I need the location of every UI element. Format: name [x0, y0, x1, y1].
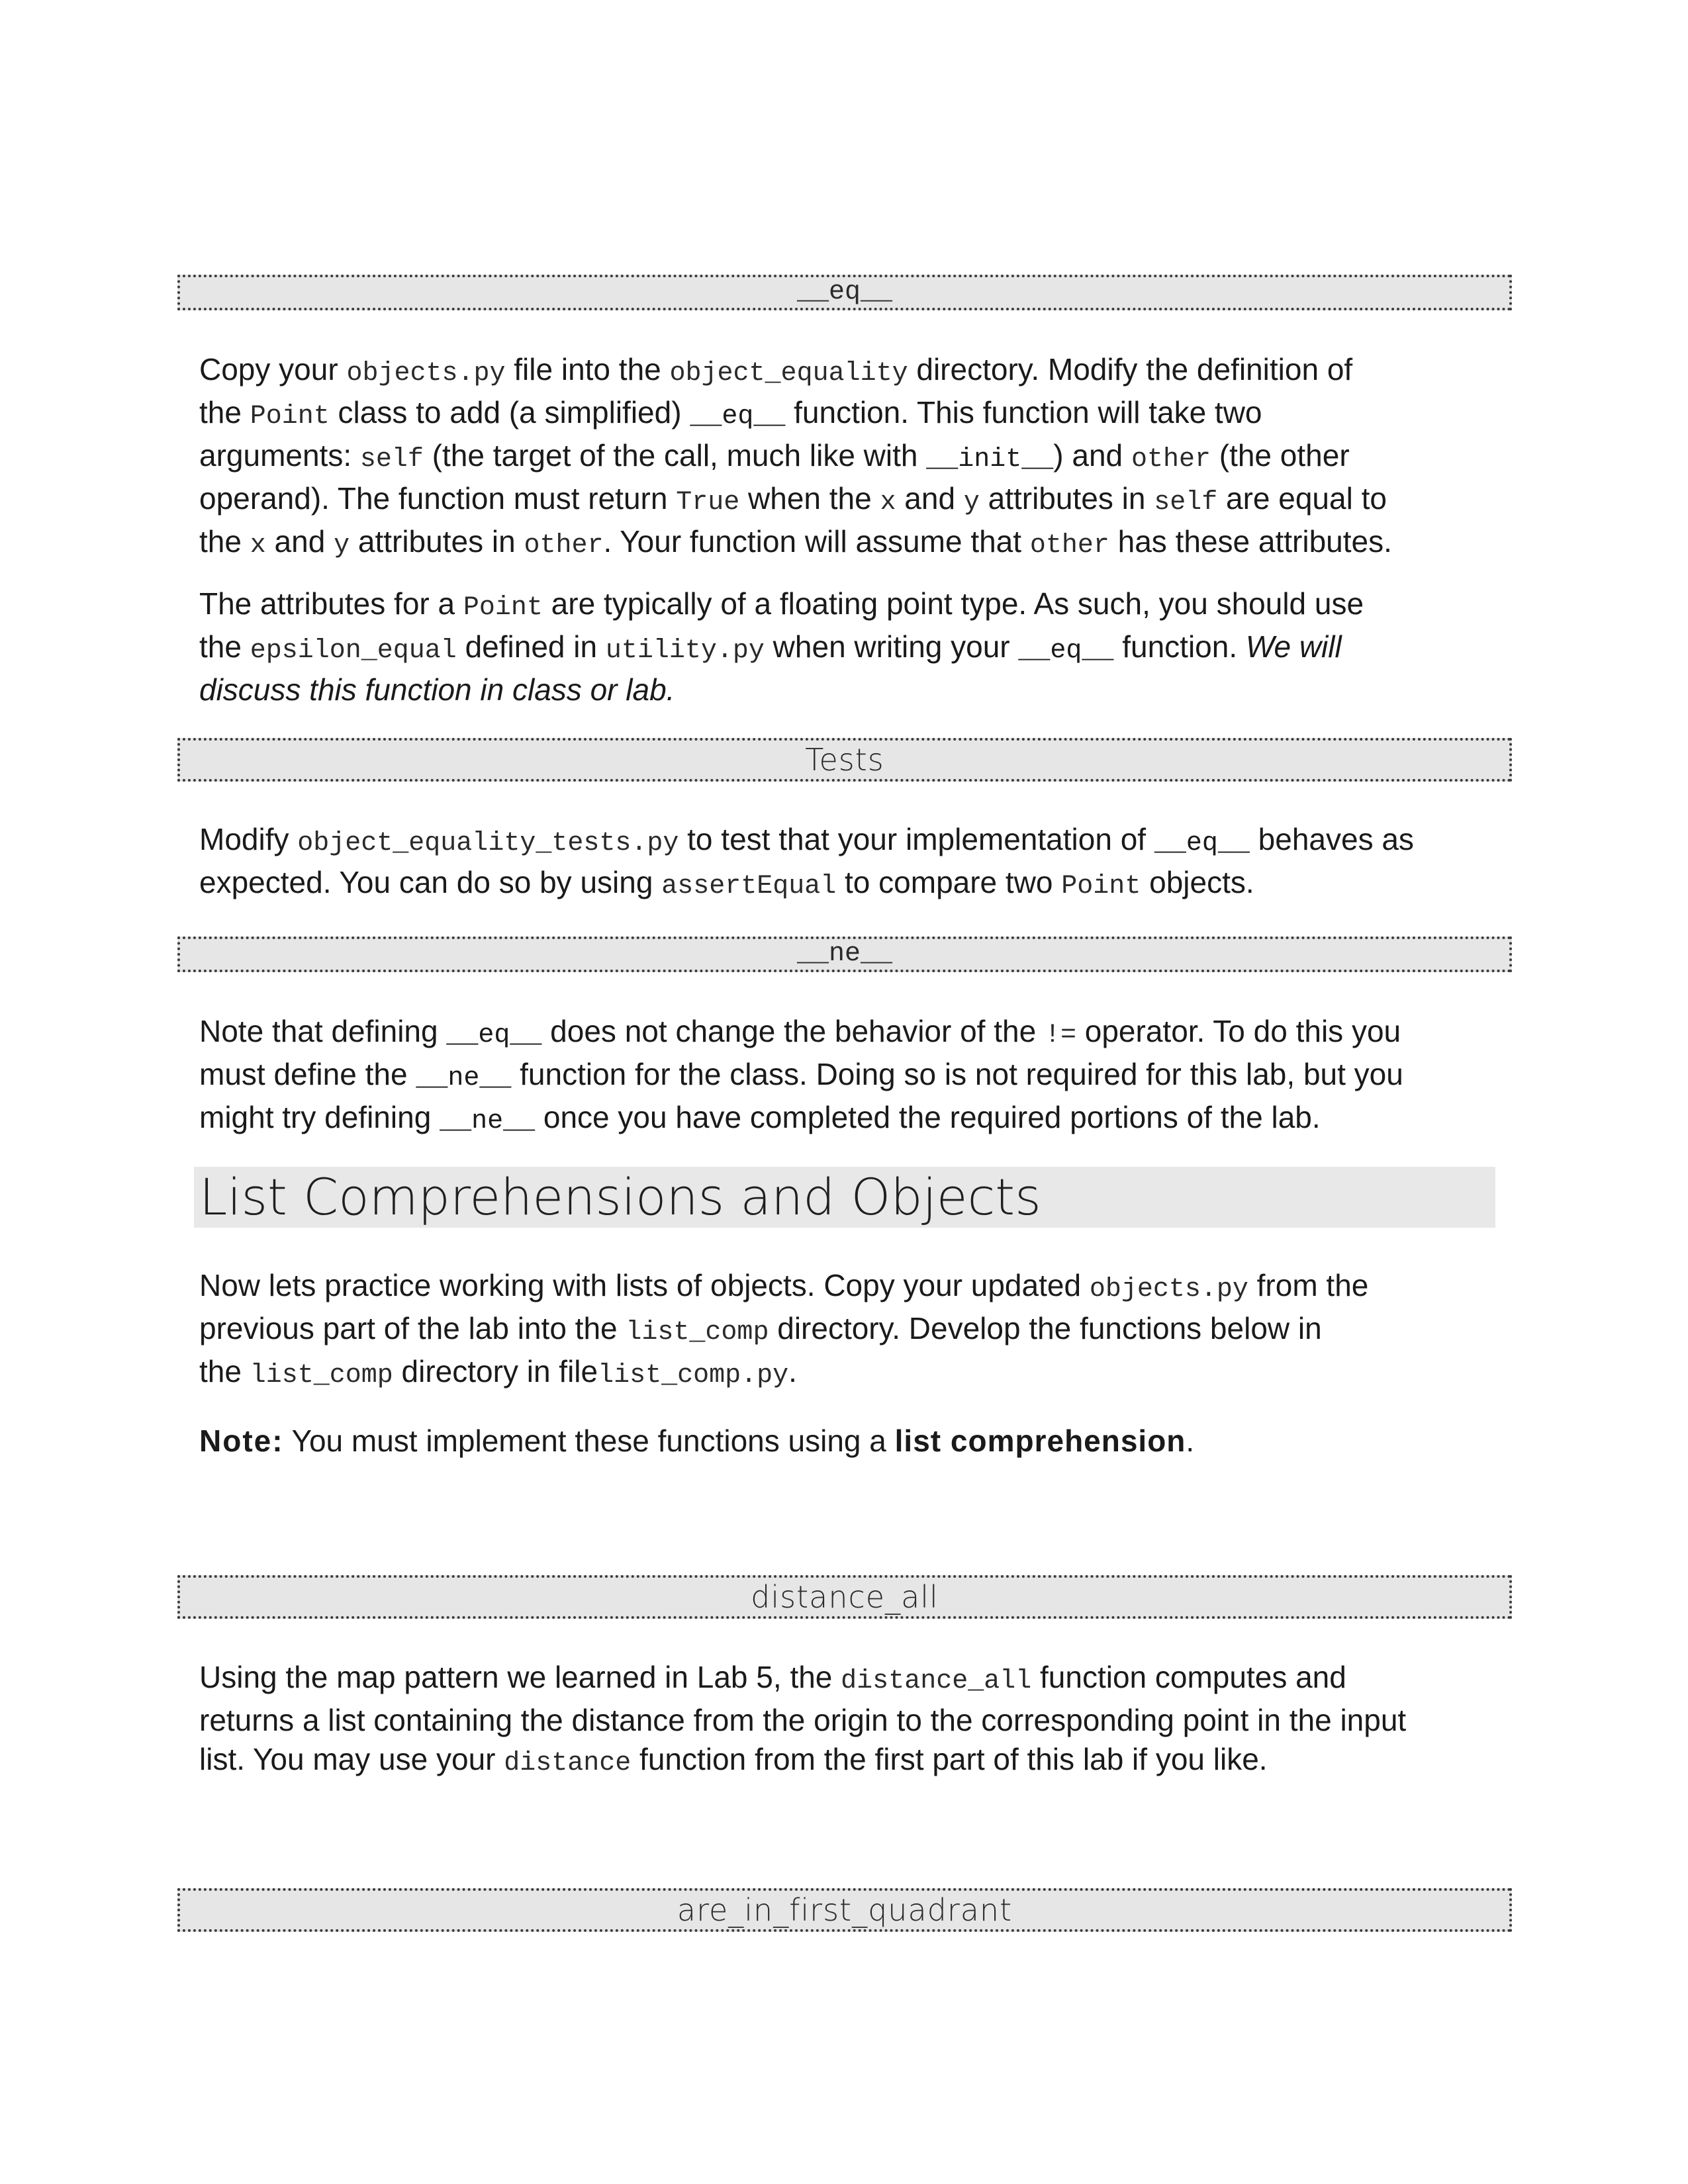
eq-paragraph-2: The attributes for a Point are typically of a floating point type. As such, you should use the epsilon_equal defined in utility.py when writing your __eq__ function. We will discuss this function in class or lab.	[199, 586, 1364, 707]
tests-paragraph: Modify object_equality_tests.py to test that your implementation of __eq__ behaves as expected. You can do so by using assertEqual to compare two Point objects.	[199, 822, 1414, 901]
list-comp-paragraph: Now lets practice working with lists of objects. Copy your updated objects.py from the previous part of the lab into the list_comp directory. Develop the functions below in the list_comp directory in filelist_comp.py.	[199, 1268, 1369, 1390]
note-paragraph: Note: You must implement these functions using a list comprehension.	[199, 1424, 1195, 1458]
distance-all-paragraph: Using the map pattern we learned in Lab 5, the distance_all function computes and returns a list containing the distance from the origin to the corresponding point in the input list. You may use your distance function from the first part of this lab if you like.	[199, 1660, 1407, 1778]
section-header-ne-label: __ne__	[796, 939, 893, 969]
section-header-distance-all-label: distance_all	[751, 1579, 939, 1615]
section-header-distance-all	[177, 1575, 1512, 1619]
section-header-first-quadrant	[177, 1888, 1512, 1932]
section-header-first-quadrant-label: are_in_first_quadrant	[677, 1892, 1013, 1928]
ne-paragraph: Note that defining __eq__ does not change the behavior of the != operator. To do this you must define the __ne__ function for the class. Doing so is not required for this lab, but you might try defining __ne__ once you have completed the required portions of the lab.	[199, 1014, 1403, 1136]
note-label: Note:	[199, 1424, 284, 1458]
section-header-tests-label: Tests	[805, 742, 884, 778]
list-comprehensions-heading: List Comprehensions and Objects	[194, 1167, 1495, 1228]
eq-paragraph-1: Copy your objects.py file into the object_equality directory. Modify the definition of the Point class to add (a simplified) __eq__ function. This function will take two arguments: self (the target of the call, much like with __init__) and other (the other operand). The function must return True when the x and y attributes in self are equal to the x and y attributes in other. Your function will assume that other has these attributes.	[199, 352, 1392, 561]
section-header-ne	[177, 936, 1512, 972]
section-header-tests	[177, 738, 1512, 782]
section-header-eq-label: __eq__	[796, 277, 893, 307]
section-header-eq	[177, 275, 1512, 310]
